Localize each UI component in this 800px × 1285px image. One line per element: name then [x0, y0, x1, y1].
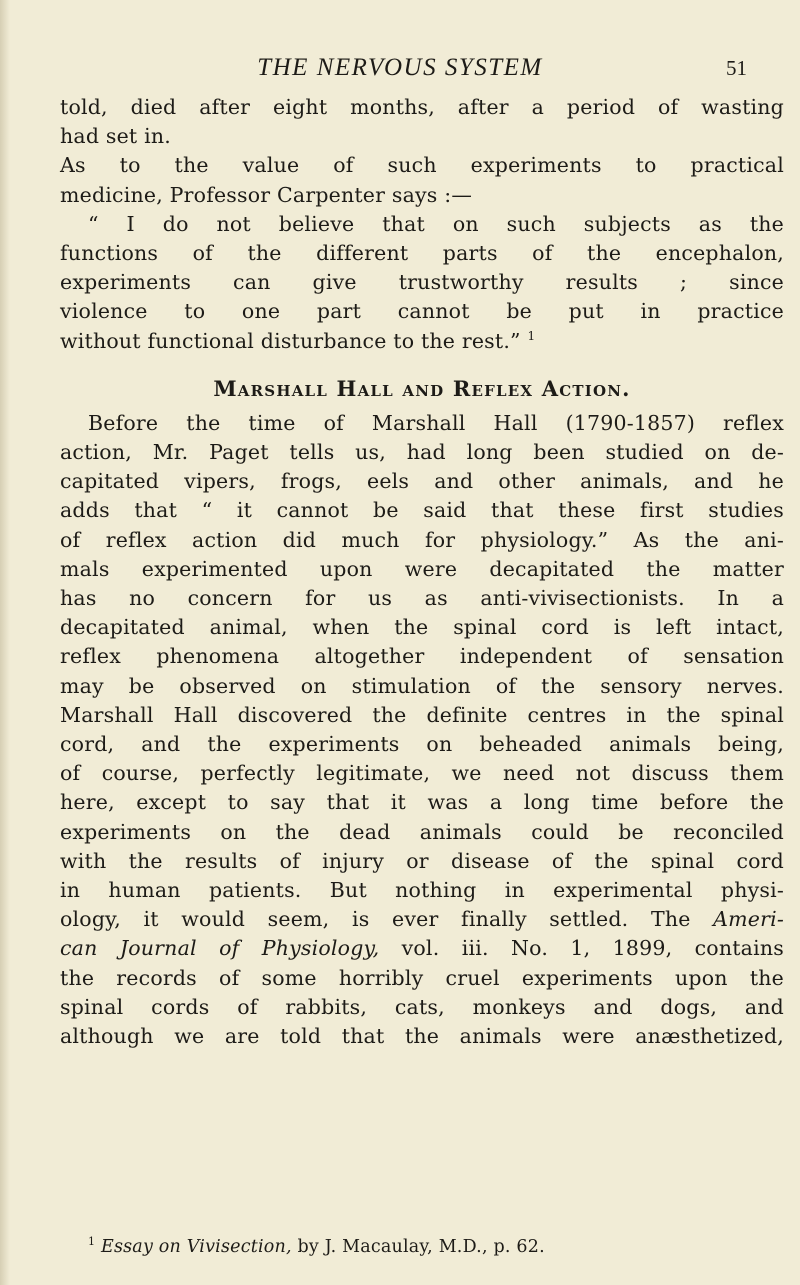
text-line	[60, 934, 784, 963]
text-line	[60, 905, 784, 934]
body-text	[60, 93, 784, 1051]
text-line: violence to one part cannot be put in practice	[60, 299, 784, 324]
text-line: spinal cords of rabbits, cats, monkeys and dogs, and	[60, 994, 784, 1019]
text-line: Before the time of Marshall Hall (1790-1857) reflex	[88, 410, 784, 435]
text-line: adds that “ it cannot be said that these first studies	[60, 498, 784, 523]
text-line: in human patients. But nothing in experimental physi-	[60, 878, 784, 903]
text-line-content: vol. iii. No. 1, 1899, contains	[401, 936, 784, 961]
text-line: decapitated animal, when the spinal cord is left intact,	[60, 615, 784, 640]
section-gap	[60, 356, 784, 374]
text-line: told, died after eight months, after a period of wasting	[60, 95, 784, 119]
text-line: had set in.	[60, 124, 171, 149]
page-header	[0, 54, 800, 90]
section-heading: Marshall Hall and Reflex Action.	[213, 375, 631, 401]
text-line: has no concern for us as anti-vivisectionists. In a	[60, 586, 784, 611]
footnote-mark: 1	[88, 1235, 96, 1248]
text-line-content: ology, it would seem, is ever finally settled. The	[60, 907, 691, 932]
text-line: may be observed on stimulation of the sensory nerves.	[60, 673, 784, 698]
text-line	[60, 327, 784, 356]
text-line: here, except to say that it was a long time before the	[60, 790, 784, 815]
running-title: THE NERVOUS SYSTEM	[257, 54, 543, 81]
text-line: “ I do not believe that on such subjects as the	[88, 211, 784, 236]
text-line: experiments can give trustworthy results ; since	[60, 270, 784, 295]
footnote	[88, 1235, 788, 1257]
text-line: cord, and the experiments on beheaded animals being,	[60, 732, 784, 757]
text-line: functions of the different parts of the encephalon,	[60, 241, 784, 266]
footnote-title: Essay on Vivisection,	[100, 1236, 292, 1257]
page-number: 51	[726, 56, 747, 80]
text-line: medicine, Professor Carpenter says :—	[60, 182, 473, 207]
italic-title: can Journal of Physiology,	[60, 936, 380, 961]
footnote-reference: 1	[527, 328, 536, 343]
text-line: although we are told that the animals were anæsthetized,	[60, 1024, 784, 1049]
text-line: the records of some horribly cruel experiments upon the	[60, 965, 784, 990]
text-line: mals experimented upon were decapitated the matter	[60, 556, 784, 581]
italic-title: Ameri-	[713, 907, 785, 932]
text-line: Marshall Hall discovered the definite centres in the spinal	[60, 702, 784, 727]
text-line: with the results of injury or disease of the spinal cord	[60, 848, 784, 873]
text-line: experiments on the dead animals could be reconciled	[60, 819, 784, 844]
text-line: reflex phenomena altogether independent of sensation	[60, 644, 784, 669]
text-line: of course, perfectly legitimate, we need not discuss them	[60, 761, 784, 786]
text-line: capitated vipers, frogs, eels and other animals, and he	[60, 469, 784, 494]
text-line-content: without functional disturbance to the rest.”	[60, 328, 521, 353]
text-line: action, Mr. Paget tells us, had long been studied on de-	[60, 440, 784, 465]
footnote-text: by J. Macaulay, M.D., p. 62.	[291, 1236, 545, 1257]
text-line: As to the value of such experiments to practical	[60, 153, 784, 178]
page-edge-shadow	[0, 0, 10, 1285]
text-line: of reflex action did much for physiology.” As the ani-	[60, 527, 784, 552]
